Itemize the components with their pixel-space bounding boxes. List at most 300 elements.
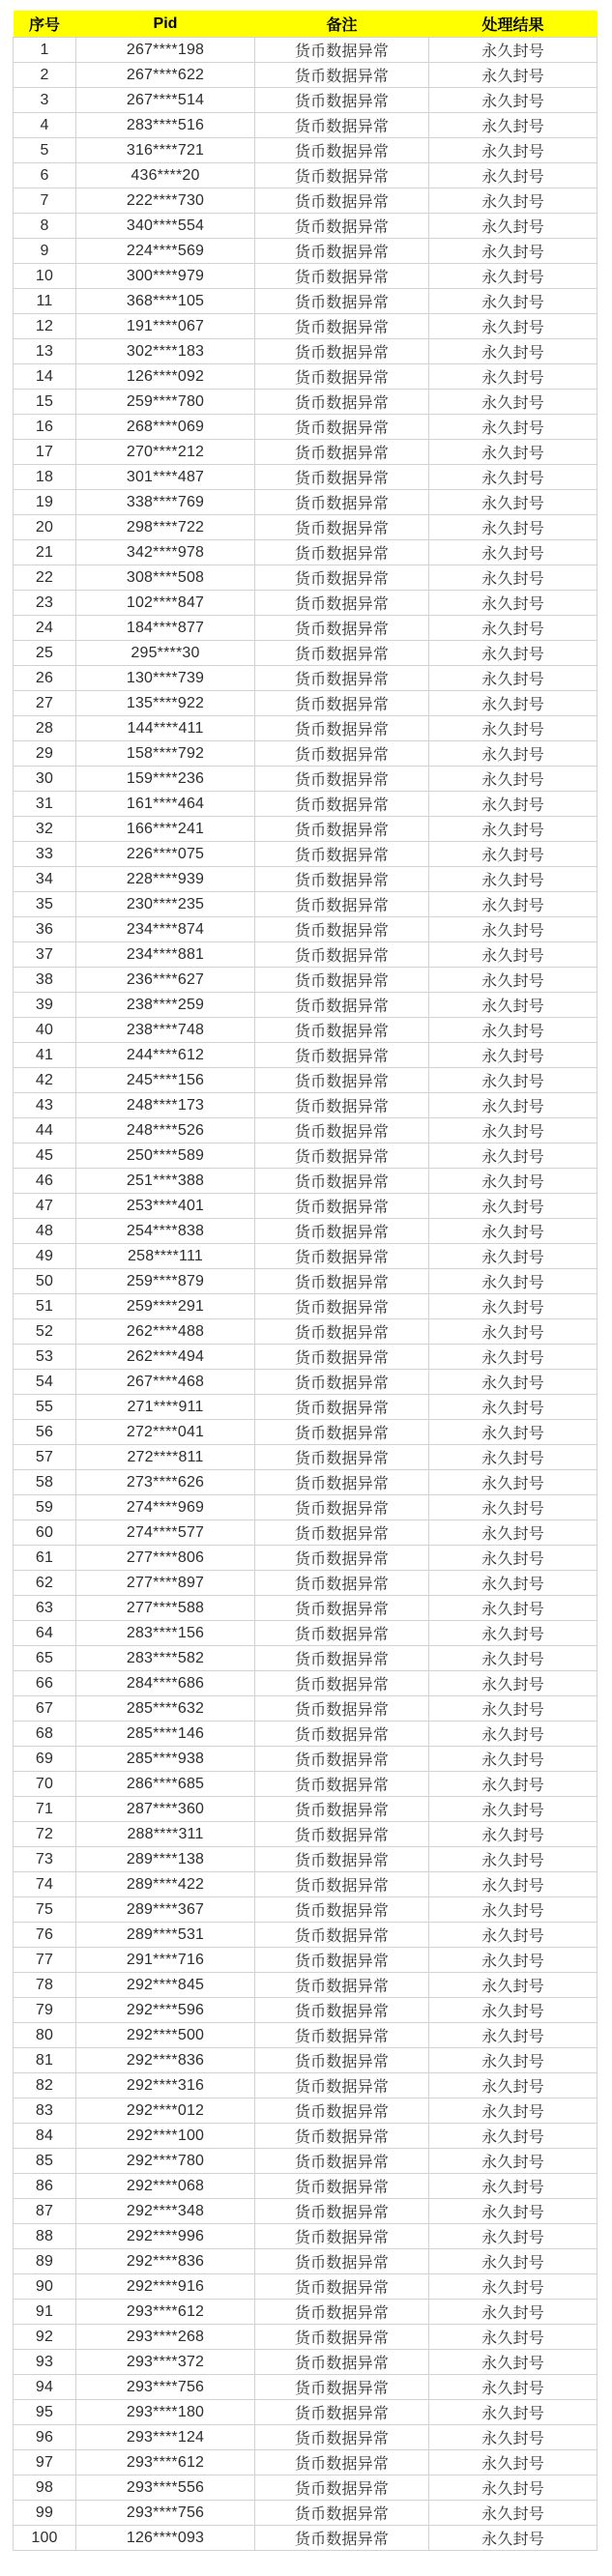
cell-pid: 259****879 bbox=[76, 1269, 255, 1294]
cell-result: 永久封号 bbox=[429, 641, 597, 666]
cell-remark: 货币数据异常 bbox=[255, 1998, 429, 2023]
cell-index: 83 bbox=[14, 2098, 76, 2124]
table-row bbox=[14, 239, 597, 264]
cell-pid: 273****626 bbox=[76, 1470, 255, 1495]
cell-result: 永久封号 bbox=[429, 2350, 597, 2375]
cell-index: 48 bbox=[14, 1219, 76, 1244]
cell-result: 永久封号 bbox=[429, 1722, 597, 1747]
cell-pid: 288****311 bbox=[76, 1822, 255, 1847]
cell-remark: 货币数据异常 bbox=[255, 2450, 429, 2475]
cell-pid: 161****464 bbox=[76, 792, 255, 817]
cell-result: 永久封号 bbox=[429, 1571, 597, 1596]
cell-pid: 289****531 bbox=[76, 1923, 255, 1948]
table-row bbox=[14, 1043, 597, 1068]
ban-list-table bbox=[13, 11, 597, 2551]
cell-pid: 295****30 bbox=[76, 641, 255, 666]
cell-pid: 292****316 bbox=[76, 2073, 255, 2098]
cell-result: 永久封号 bbox=[429, 465, 597, 490]
cell-remark: 货币数据异常 bbox=[255, 1370, 429, 1395]
cell-index: 36 bbox=[14, 917, 76, 942]
cell-index: 80 bbox=[14, 2023, 76, 2048]
table-row bbox=[14, 1395, 597, 1420]
cell-result: 永久封号 bbox=[429, 415, 597, 440]
cell-remark: 货币数据异常 bbox=[255, 2325, 429, 2350]
cell-result: 永久封号 bbox=[429, 565, 597, 591]
cell-result: 永久封号 bbox=[429, 817, 597, 842]
cell-remark: 货币数据异常 bbox=[255, 792, 429, 817]
table-row bbox=[14, 138, 597, 163]
table-row bbox=[14, 892, 597, 917]
cell-remark: 货币数据异常 bbox=[255, 63, 429, 88]
cell-index: 64 bbox=[14, 1621, 76, 1646]
cell-remark: 货币数据异常 bbox=[255, 38, 429, 63]
cell-pid: 292****836 bbox=[76, 2249, 255, 2274]
cell-remark: 货币数据异常 bbox=[255, 1269, 429, 1294]
table-row bbox=[14, 38, 597, 63]
cell-pid: 236****627 bbox=[76, 968, 255, 993]
table-row bbox=[14, 2224, 597, 2249]
cell-pid: 338****769 bbox=[76, 490, 255, 515]
cell-pid: 267****514 bbox=[76, 88, 255, 113]
table-row bbox=[14, 540, 597, 565]
cell-result: 永久封号 bbox=[429, 2023, 597, 2048]
cell-index: 50 bbox=[14, 1269, 76, 1294]
table-row bbox=[14, 2174, 597, 2199]
cell-remark: 货币数据异常 bbox=[255, 2400, 429, 2425]
cell-result: 永久封号 bbox=[429, 867, 597, 892]
cell-result: 永久封号 bbox=[429, 1194, 597, 1219]
cell-pid: 262****494 bbox=[76, 1345, 255, 1370]
cell-pid: 292****500 bbox=[76, 2023, 255, 2048]
cell-index: 18 bbox=[14, 465, 76, 490]
cell-result: 永久封号 bbox=[429, 1445, 597, 1470]
cell-index: 81 bbox=[14, 2048, 76, 2073]
cell-pid: 272****811 bbox=[76, 1445, 255, 1470]
table-row bbox=[14, 867, 597, 892]
cell-remark: 货币数据异常 bbox=[255, 2023, 429, 2048]
cell-remark: 货币数据异常 bbox=[255, 1445, 429, 1470]
table-header bbox=[14, 11, 597, 38]
cell-remark: 货币数据异常 bbox=[255, 1621, 429, 1646]
cell-result: 永久封号 bbox=[429, 515, 597, 540]
cell-pid: 277****588 bbox=[76, 1596, 255, 1621]
cell-remark: 货币数据异常 bbox=[255, 314, 429, 339]
cell-pid: 293****124 bbox=[76, 2425, 255, 2450]
cell-remark: 货币数据异常 bbox=[255, 2350, 429, 2375]
cell-pid: 286****685 bbox=[76, 1772, 255, 1797]
table-row bbox=[14, 1219, 597, 1244]
cell-index: 42 bbox=[14, 1068, 76, 1093]
cell-pid: 253****401 bbox=[76, 1194, 255, 1219]
table-row bbox=[14, 1998, 597, 2023]
cell-index: 32 bbox=[14, 817, 76, 842]
cell-pid: 293****612 bbox=[76, 2450, 255, 2475]
table-row bbox=[14, 415, 597, 440]
cell-result: 永久封号 bbox=[429, 2400, 597, 2425]
cell-remark: 货币数据异常 bbox=[255, 1571, 429, 1596]
cell-pid: 267****622 bbox=[76, 63, 255, 88]
table-row bbox=[14, 440, 597, 465]
cell-result: 永久封号 bbox=[429, 716, 597, 741]
table-row bbox=[14, 289, 597, 314]
cell-remark: 货币数据异常 bbox=[255, 942, 429, 968]
cell-pid: 267****468 bbox=[76, 1370, 255, 1395]
cell-pid: 259****291 bbox=[76, 1294, 255, 1319]
cell-index: 14 bbox=[14, 364, 76, 390]
table-row bbox=[14, 465, 597, 490]
cell-pid: 368****105 bbox=[76, 289, 255, 314]
cell-result: 永久封号 bbox=[429, 591, 597, 616]
table-row bbox=[14, 1495, 597, 1520]
cell-pid: 291****716 bbox=[76, 1948, 255, 1973]
cell-remark: 货币数据异常 bbox=[255, 1495, 429, 1520]
table-row bbox=[14, 817, 597, 842]
cell-index: 30 bbox=[14, 767, 76, 792]
cell-pid: 234****874 bbox=[76, 917, 255, 942]
cell-index: 22 bbox=[14, 565, 76, 591]
cell-remark: 货币数据异常 bbox=[255, 716, 429, 741]
table-row bbox=[14, 1872, 597, 1897]
cell-remark: 货币数据异常 bbox=[255, 1847, 429, 1872]
table-row bbox=[14, 1319, 597, 1345]
cell-remark: 货币数据异常 bbox=[255, 465, 429, 490]
cell-index: 82 bbox=[14, 2073, 76, 2098]
table-row bbox=[14, 2124, 597, 2149]
cell-index: 38 bbox=[14, 968, 76, 993]
cell-remark: 货币数据异常 bbox=[255, 1948, 429, 1973]
cell-pid: 302****183 bbox=[76, 339, 255, 364]
cell-remark: 货币数据异常 bbox=[255, 1420, 429, 1445]
cell-index: 2 bbox=[14, 63, 76, 88]
cell-pid: 298****722 bbox=[76, 515, 255, 540]
cell-index: 62 bbox=[14, 1571, 76, 1596]
cell-index: 25 bbox=[14, 641, 76, 666]
cell-result: 永久封号 bbox=[429, 892, 597, 917]
cell-pid: 271****911 bbox=[76, 1395, 255, 1420]
cell-pid: 436****20 bbox=[76, 163, 255, 188]
cell-pid: 126****093 bbox=[76, 2526, 255, 2551]
cell-remark: 货币数据异常 bbox=[255, 188, 429, 214]
cell-remark: 货币数据异常 bbox=[255, 113, 429, 138]
table-row bbox=[14, 691, 597, 716]
cell-remark: 货币数据异常 bbox=[255, 1646, 429, 1671]
cell-index: 45 bbox=[14, 1143, 76, 1169]
cell-index: 43 bbox=[14, 1093, 76, 1118]
cell-pid: 285****938 bbox=[76, 1747, 255, 1772]
cell-pid: 292****845 bbox=[76, 1973, 255, 1998]
cell-index: 28 bbox=[14, 716, 76, 741]
cell-pid: 287****360 bbox=[76, 1797, 255, 1822]
cell-index: 46 bbox=[14, 1169, 76, 1194]
cell-result: 永久封号 bbox=[429, 1973, 597, 1998]
cell-result: 永久封号 bbox=[429, 993, 597, 1018]
cell-result: 永久封号 bbox=[429, 2199, 597, 2224]
cell-pid: 254****838 bbox=[76, 1219, 255, 1244]
cell-remark: 货币数据异常 bbox=[255, 1973, 429, 1998]
table-row bbox=[14, 1546, 597, 1571]
cell-pid: 270****212 bbox=[76, 440, 255, 465]
table-row bbox=[14, 264, 597, 289]
cell-remark: 货币数据异常 bbox=[255, 1872, 429, 1897]
table-row bbox=[14, 2501, 597, 2526]
cell-pid: 293****756 bbox=[76, 2501, 255, 2526]
table-row bbox=[14, 1571, 597, 1596]
cell-index: 39 bbox=[14, 993, 76, 1018]
cell-pid: 342****978 bbox=[76, 540, 255, 565]
table-row bbox=[14, 1797, 597, 1822]
table-row bbox=[14, 314, 597, 339]
cell-pid: 228****939 bbox=[76, 867, 255, 892]
cell-result: 永久封号 bbox=[429, 1772, 597, 1797]
cell-index: 70 bbox=[14, 1772, 76, 1797]
table-row bbox=[14, 1244, 597, 1269]
cell-index: 63 bbox=[14, 1596, 76, 1621]
table-row bbox=[14, 565, 597, 591]
cell-pid: 191****067 bbox=[76, 314, 255, 339]
cell-pid: 248****173 bbox=[76, 1093, 255, 1118]
cell-index: 34 bbox=[14, 867, 76, 892]
cell-result: 永久封号 bbox=[429, 1646, 597, 1671]
cell-result: 永久封号 bbox=[429, 1872, 597, 1897]
cell-index: 41 bbox=[14, 1043, 76, 1068]
cell-pid: 292****596 bbox=[76, 1998, 255, 2023]
cell-remark: 货币数据异常 bbox=[255, 2199, 429, 2224]
cell-remark: 货币数据异常 bbox=[255, 1345, 429, 1370]
header-row bbox=[14, 11, 597, 38]
cell-pid: 244****612 bbox=[76, 1043, 255, 1068]
cell-remark: 货币数据异常 bbox=[255, 339, 429, 364]
cell-result: 永久封号 bbox=[429, 1018, 597, 1043]
cell-remark: 货币数据异常 bbox=[255, 88, 429, 113]
cell-remark: 货币数据异常 bbox=[255, 214, 429, 239]
cell-pid: 283****516 bbox=[76, 113, 255, 138]
cell-result: 永久封号 bbox=[429, 163, 597, 188]
column-header-pid: Pid bbox=[76, 11, 255, 38]
table-row bbox=[14, 1671, 597, 1696]
cell-remark: 货币数据异常 bbox=[255, 2124, 429, 2149]
cell-remark: 货币数据异常 bbox=[255, 440, 429, 465]
cell-index: 78 bbox=[14, 1973, 76, 1998]
table-row bbox=[14, 390, 597, 415]
cell-result: 永久封号 bbox=[429, 1345, 597, 1370]
cell-remark: 货币数据异常 bbox=[255, 892, 429, 917]
cell-remark: 货币数据异常 bbox=[255, 2526, 429, 2551]
cell-result: 永久封号 bbox=[429, 2475, 597, 2501]
cell-pid: 158****792 bbox=[76, 741, 255, 767]
cell-index: 1 bbox=[14, 38, 76, 63]
cell-index: 96 bbox=[14, 2425, 76, 2450]
cell-pid: 159****236 bbox=[76, 767, 255, 792]
cell-pid: 248****526 bbox=[76, 1118, 255, 1143]
cell-result: 永久封号 bbox=[429, 2300, 597, 2325]
table-row bbox=[14, 1420, 597, 1445]
cell-pid: 292****100 bbox=[76, 2124, 255, 2149]
cell-pid: 230****235 bbox=[76, 892, 255, 917]
cell-result: 永久封号 bbox=[429, 1043, 597, 1068]
table-row bbox=[14, 792, 597, 817]
cell-remark: 货币数据异常 bbox=[255, 2375, 429, 2400]
cell-result: 永久封号 bbox=[429, 1093, 597, 1118]
cell-index: 29 bbox=[14, 741, 76, 767]
cell-index: 44 bbox=[14, 1118, 76, 1143]
cell-remark: 货币数据异常 bbox=[255, 138, 429, 163]
cell-index: 6 bbox=[14, 163, 76, 188]
table-row bbox=[14, 2048, 597, 2073]
cell-remark: 货币数据异常 bbox=[255, 1671, 429, 1696]
table-row bbox=[14, 942, 597, 968]
cell-result: 永久封号 bbox=[429, 1169, 597, 1194]
cell-result: 永久封号 bbox=[429, 2124, 597, 2149]
cell-pid: 258****111 bbox=[76, 1244, 255, 1269]
cell-remark: 货币数据异常 bbox=[255, 1244, 429, 1269]
column-header-remark: 备注 bbox=[255, 11, 429, 38]
cell-result: 永久封号 bbox=[429, 1370, 597, 1395]
cell-pid: 135****922 bbox=[76, 691, 255, 716]
table-row bbox=[14, 364, 597, 390]
cell-pid: 289****422 bbox=[76, 1872, 255, 1897]
cell-pid: 292****916 bbox=[76, 2274, 255, 2300]
cell-index: 52 bbox=[14, 1319, 76, 1345]
table-row bbox=[14, 2073, 597, 2098]
cell-index: 51 bbox=[14, 1294, 76, 1319]
table-row bbox=[14, 2450, 597, 2475]
cell-pid: 184****877 bbox=[76, 616, 255, 641]
table-row bbox=[14, 2149, 597, 2174]
cell-index: 97 bbox=[14, 2450, 76, 2475]
cell-remark: 货币数据异常 bbox=[255, 2300, 429, 2325]
cell-index: 91 bbox=[14, 2300, 76, 2325]
table-row bbox=[14, 1520, 597, 1546]
cell-index: 27 bbox=[14, 691, 76, 716]
cell-result: 永久封号 bbox=[429, 2174, 597, 2199]
table-row bbox=[14, 2526, 597, 2551]
cell-pid: 238****748 bbox=[76, 1018, 255, 1043]
cell-remark: 货币数据异常 bbox=[255, 490, 429, 515]
table-row bbox=[14, 515, 597, 540]
table-row bbox=[14, 63, 597, 88]
table-row bbox=[14, 1269, 597, 1294]
cell-index: 4 bbox=[14, 113, 76, 138]
cell-remark: 货币数据异常 bbox=[255, 2274, 429, 2300]
cell-result: 永久封号 bbox=[429, 2274, 597, 2300]
cell-remark: 货币数据异常 bbox=[255, 1546, 429, 1571]
cell-remark: 货币数据异常 bbox=[255, 390, 429, 415]
cell-pid: 292****780 bbox=[76, 2149, 255, 2174]
cell-result: 永久封号 bbox=[429, 1470, 597, 1495]
cell-result: 永久封号 bbox=[429, 1269, 597, 1294]
cell-pid: 293****372 bbox=[76, 2350, 255, 2375]
cell-index: 90 bbox=[14, 2274, 76, 2300]
cell-index: 93 bbox=[14, 2350, 76, 2375]
cell-result: 永久封号 bbox=[429, 1923, 597, 1948]
cell-index: 100 bbox=[14, 2526, 76, 2551]
cell-result: 永久封号 bbox=[429, 616, 597, 641]
cell-remark: 货币数据异常 bbox=[255, 666, 429, 691]
cell-remark: 货币数据异常 bbox=[255, 2098, 429, 2124]
cell-remark: 货币数据异常 bbox=[255, 2149, 429, 2174]
cell-result: 永久封号 bbox=[429, 1219, 597, 1244]
table-row bbox=[14, 1772, 597, 1797]
cell-result: 永久封号 bbox=[429, 942, 597, 968]
table-row bbox=[14, 1948, 597, 1973]
cell-remark: 货币数据异常 bbox=[255, 1319, 429, 1345]
table-row bbox=[14, 842, 597, 867]
cell-result: 永久封号 bbox=[429, 1998, 597, 2023]
table-row bbox=[14, 716, 597, 741]
cell-result: 永久封号 bbox=[429, 767, 597, 792]
cell-result: 永久封号 bbox=[429, 666, 597, 691]
cell-result: 永久封号 bbox=[429, 138, 597, 163]
cell-index: 17 bbox=[14, 440, 76, 465]
cell-result: 永久封号 bbox=[429, 1118, 597, 1143]
table-row bbox=[14, 917, 597, 942]
cell-index: 31 bbox=[14, 792, 76, 817]
cell-pid: 285****146 bbox=[76, 1722, 255, 1747]
table-row bbox=[14, 993, 597, 1018]
cell-pid: 251****388 bbox=[76, 1169, 255, 1194]
table-row bbox=[14, 163, 597, 188]
cell-index: 76 bbox=[14, 1923, 76, 1948]
table-row bbox=[14, 1747, 597, 1772]
cell-pid: 289****367 bbox=[76, 1897, 255, 1923]
cell-index: 12 bbox=[14, 314, 76, 339]
cell-pid: 300****979 bbox=[76, 264, 255, 289]
cell-remark: 货币数据异常 bbox=[255, 1219, 429, 1244]
table-row bbox=[14, 2350, 597, 2375]
cell-index: 88 bbox=[14, 2224, 76, 2249]
cell-pid: 284****686 bbox=[76, 1671, 255, 1696]
cell-index: 49 bbox=[14, 1244, 76, 1269]
table-row bbox=[14, 1068, 597, 1093]
cell-index: 37 bbox=[14, 942, 76, 968]
cell-result: 永久封号 bbox=[429, 264, 597, 289]
cell-remark: 货币数据异常 bbox=[255, 540, 429, 565]
cell-result: 永久封号 bbox=[429, 540, 597, 565]
cell-index: 20 bbox=[14, 515, 76, 540]
cell-result: 永久封号 bbox=[429, 1948, 597, 1973]
cell-remark: 货币数据异常 bbox=[255, 515, 429, 540]
cell-index: 59 bbox=[14, 1495, 76, 1520]
cell-index: 35 bbox=[14, 892, 76, 917]
table-row bbox=[14, 1445, 597, 1470]
cell-result: 永久封号 bbox=[429, 1747, 597, 1772]
table-row bbox=[14, 1169, 597, 1194]
table-row bbox=[14, 2274, 597, 2300]
cell-index: 87 bbox=[14, 2199, 76, 2224]
cell-remark: 货币数据异常 bbox=[255, 415, 429, 440]
cell-index: 47 bbox=[14, 1194, 76, 1219]
table-row bbox=[14, 2475, 597, 2501]
cell-result: 永久封号 bbox=[429, 2224, 597, 2249]
cell-index: 67 bbox=[14, 1696, 76, 1722]
cell-index: 95 bbox=[14, 2400, 76, 2425]
cell-result: 永久封号 bbox=[429, 1294, 597, 1319]
table-row bbox=[14, 1093, 597, 1118]
table-row bbox=[14, 1345, 597, 1370]
table-row bbox=[14, 2199, 597, 2224]
cell-pid: 293****180 bbox=[76, 2400, 255, 2425]
cell-index: 21 bbox=[14, 540, 76, 565]
cell-index: 77 bbox=[14, 1948, 76, 1973]
cell-index: 69 bbox=[14, 1747, 76, 1772]
cell-result: 永久封号 bbox=[429, 38, 597, 63]
cell-index: 74 bbox=[14, 1872, 76, 1897]
cell-index: 60 bbox=[14, 1520, 76, 1546]
cell-result: 永久封号 bbox=[429, 2375, 597, 2400]
table-row bbox=[14, 767, 597, 792]
cell-remark: 货币数据异常 bbox=[255, 1520, 429, 1546]
cell-remark: 货币数据异常 bbox=[255, 591, 429, 616]
